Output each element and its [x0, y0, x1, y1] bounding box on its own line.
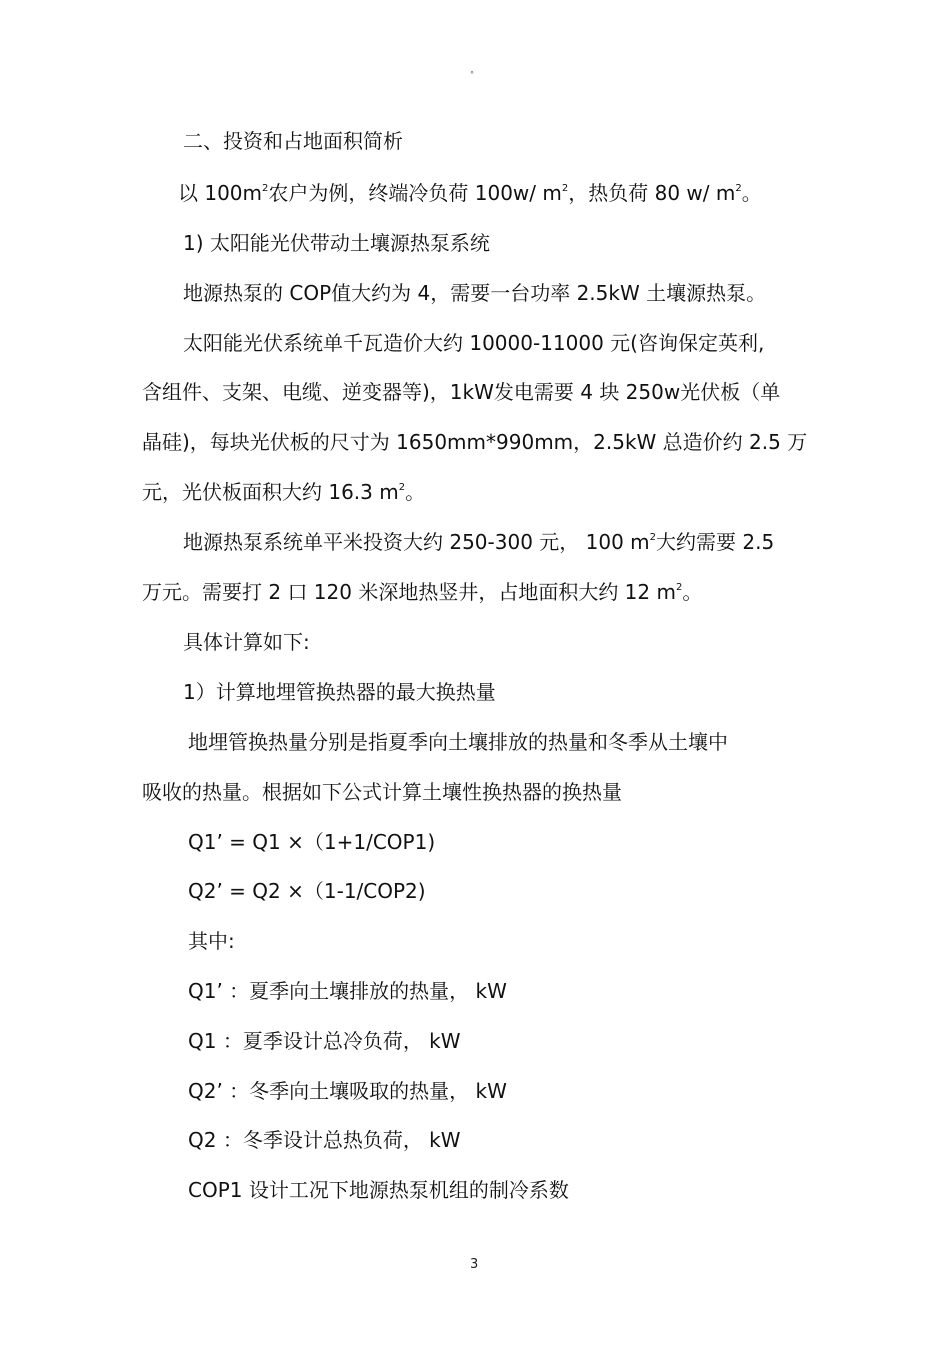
header-mark: °	[470, 70, 474, 79]
definition-q1-prime: Q1’ ：夏季向土壤排放的热量， kW	[188, 979, 507, 1003]
definition-q2-prime: Q2’ ：冬季向土壤吸取的热量， kW	[188, 1079, 507, 1103]
cop-line: 地源热泵的 COP值大约为 4，需要一台功率 2.5kW 土壤源热泵。	[183, 281, 767, 305]
gshp-line-2-text: 万元。需要打 2 口 120 米深地热竖井，占地面积大约 12 m	[142, 580, 676, 604]
definition-q2: Q2 ：冬季设计总热负荷， kW	[188, 1128, 461, 1152]
gshp-line-2	[142, 579, 702, 605]
intro-text-a: 以 100m	[178, 181, 263, 205]
desc-line-2: 吸收的热量。根据如下公式计算土壤性换热器的换热量	[142, 780, 622, 804]
pv-line-2: 含组件、支架、电缆、逆变器等)，1kW发电需要 4 块 250w光伏板（单	[142, 380, 781, 404]
definition-cop1: COP1 设计工况下地源热泵机组的制冷系数	[188, 1178, 569, 1202]
intro-superscript-a: 2	[262, 183, 269, 194]
gshp-line-2-end: 。	[682, 580, 703, 604]
gshp-superscript-1: 2	[649, 532, 657, 543]
gshp-line-1-end: 大约需要 2.5	[656, 530, 775, 554]
section-title: 二、投资和占地面积简析	[183, 129, 403, 153]
calc-intro: 具体计算如下:	[183, 630, 310, 654]
gshp-line-1	[183, 529, 774, 555]
pv-line-4-text: 元，光伏板面积大约 16.3 m	[142, 480, 399, 504]
intro-text-d: 。	[741, 181, 762, 205]
formula-q2: Q2’ = Q2 ×（1-1/COP2)	[188, 879, 426, 903]
definition-q1: Q1 ：夏季设计总冷负荷， kW	[188, 1029, 461, 1053]
pv-line-4-end: 。	[405, 480, 426, 504]
intro-text-b: 农户为例，终端冷负荷 100w/ m	[268, 181, 562, 205]
intro-paragraph	[178, 180, 762, 206]
calc-step-heading: 1）计算地埋管换热器的最大换热量	[183, 680, 496, 704]
pv-line-4	[142, 479, 425, 505]
gshp-superscript-2: 2	[675, 582, 683, 593]
formula-q1: Q1’ = Q1 ×（1+1/COP1)	[188, 830, 436, 854]
intro-superscript-c: 2	[735, 183, 742, 194]
intro-text-c: ，热负荷 80 w/ m	[568, 181, 736, 205]
pv-line-3: 晶硅)，每块光伏板的尺寸为 1650mm*990mm，2.5kW 总造价约 2.5 万	[142, 430, 808, 454]
gshp-line-1-text: 地源热泵系统单平米投资大约 250-300 元， 100 m	[183, 530, 650, 554]
pv-line-1: 太阳能光伏系统单千瓦造价大约 10000-11000 元(咨询保定英利,	[183, 331, 765, 355]
desc-line-1: 地埋管换热量分别是指夏季向土壤排放的热量和冬季从土壤中	[188, 730, 728, 754]
page-number: 3	[470, 1257, 479, 1272]
intro-superscript-b: 2	[561, 183, 569, 194]
pv-superscript: 2	[398, 482, 406, 493]
subsection-heading: 1) 太阳能光伏带动土壤源热泵系统	[183, 231, 490, 255]
where-label: 其中:	[188, 929, 235, 953]
